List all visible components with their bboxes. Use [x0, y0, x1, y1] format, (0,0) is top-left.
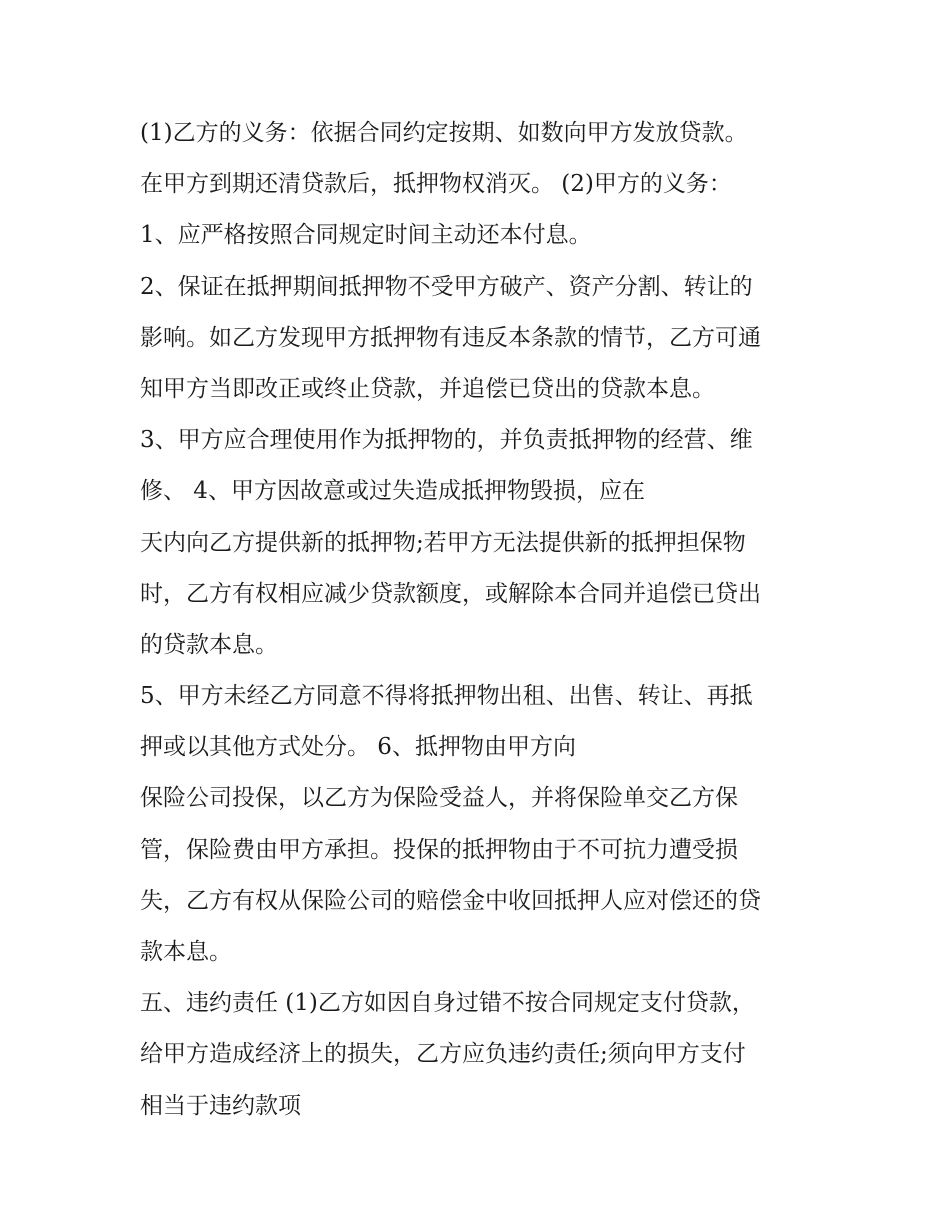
text-line: 押或以其他方式处分。 6、抵押物由甲方向	[140, 734, 576, 761]
text-line: 修、 4、甲方因故意或过失造成抵押物毁损，应在	[140, 478, 645, 505]
text-line: 天内向乙方提供新的抵押物;若甲方无法提供新的抵押担保物	[140, 529, 746, 556]
text-line: 五、违约责任 (1)乙方如因自身过错不按合同规定支付贷款，	[140, 990, 755, 1017]
text-line: 管，保险费由甲方承担。投保的抵押物由于不可抗力遭受损	[140, 836, 738, 863]
text-line: 款本息。	[140, 939, 232, 965]
text-line: 的贷款本息。	[140, 631, 278, 658]
document-body	[140, 108, 840, 1132]
text-line: (1)乙方的义务：依据合同约定按期、如数向甲方发放贷款。	[140, 120, 748, 146]
text-line: 时，乙方有权相应减少贷款额度，或解除本合同并追偿已贷出	[140, 580, 761, 607]
text-line: 3、甲方应合理使用作为抵押物的，并负责抵押物的经营、维	[140, 427, 753, 454]
text-line: 相当于违约款项	[140, 1092, 301, 1119]
text-line: 5、甲方未经乙方同意不得将抵押物出租、出售、转让、再抵	[140, 683, 753, 710]
text-line: 知甲方当即改正或终止贷款，并追偿已贷出的贷款本息。	[140, 375, 715, 402]
text-line: 给甲方造成经济上的损失，乙方应负违约责任;须向甲方支付	[140, 1041, 746, 1068]
text-line: 保险公司投保，以乙方为保险受益人，并将保险单交乙方保	[140, 785, 738, 812]
text-line: 影响。如乙方发现甲方抵押物有违反本条款的情节，乙方可通	[140, 324, 761, 351]
text-line: 2、保证在抵押期间抵押物不受甲方破产、资产分割、转让的	[140, 273, 753, 300]
text-line: 在甲方到期还清贷款后，抵押物权消灭。 (2)甲方的义务：	[140, 171, 732, 198]
text-line: 失，乙方有权从保险公司的赔偿金中收回抵押人应对偿还的贷	[140, 887, 761, 914]
text-line: 1、应严格按照合同规定时间主动还本付息。	[140, 222, 592, 249]
